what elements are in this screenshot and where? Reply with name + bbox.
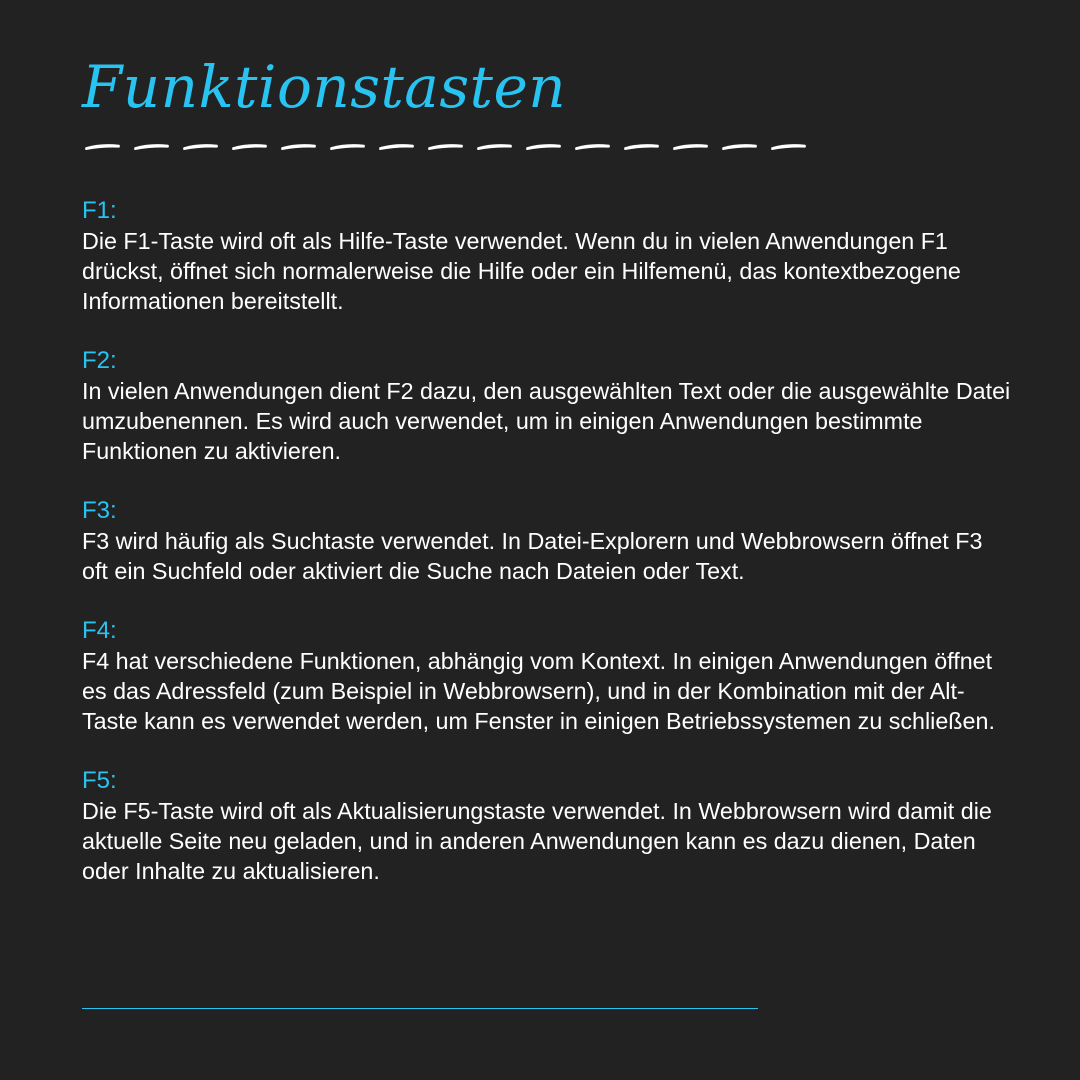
dash-segment <box>282 145 315 149</box>
dash-segment <box>233 145 266 149</box>
dash-segment <box>478 145 511 149</box>
dash-segment <box>429 145 462 149</box>
function-key-list <box>82 196 1012 916</box>
dash-segment <box>674 145 707 149</box>
key-description-f3: F3 wird häufig als Suchtaste verwendet. In Datei-Explorern und Webbrowsern öffnet F3 oft ein Suchfeld oder aktiviert die Suche nach Dateien oder Text. <box>82 528 983 584</box>
key-heading-f3: F3: <box>82 497 117 524</box>
dash-segment <box>772 145 805 149</box>
key-description-f2: In vielen Anwendungen dient F2 dazu, den ausgewählten Text oder die ausgewählte Datei umzubenennen. Es wird auch verwendet, um in einigen Anwendungen bestimmte Funktionen zu aktivieren. <box>82 378 1011 464</box>
key-heading-f5: F5: <box>82 767 117 794</box>
dash-segment <box>380 145 413 149</box>
key-heading-f4: F4: <box>82 617 117 644</box>
bottom-divider-line <box>82 1008 758 1009</box>
dash-segment <box>625 145 658 149</box>
dash-divider-graphic <box>84 141 814 151</box>
key-heading-f2: F2: <box>82 347 117 374</box>
key-description-f5: Die F5-Taste wird oft als Aktualisierungstaste verwendet. In Webbrowsern wird damit die aktuelle Seite neu geladen, und in anderen Anwendungen kann es dazu dienen, Daten oder Inhalte zu aktualisieren. <box>82 798 992 884</box>
section-f5 <box>82 766 1012 886</box>
dash-segment <box>86 145 119 149</box>
key-heading-f1: F1: <box>82 197 117 224</box>
key-description-f1: Die F1-Taste wird oft als Hilfe-Taste verwendet. Wenn du in vielen Anwendungen F1 drückst, öffnet sich normalerweise die Hilfe oder ein Hilfemenü, das kontextbezogene Informationen bereitstellt. <box>82 228 961 314</box>
dash-segment <box>527 145 560 149</box>
decorative-dash-divider <box>84 141 814 151</box>
dash-segment <box>723 145 756 149</box>
dash-segment <box>331 145 364 149</box>
section-f1 <box>82 196 1012 316</box>
dash-segment <box>184 145 217 149</box>
key-description-f4: F4 hat verschiedene Funktionen, abhängig vom Kontext. In einigen Anwendungen öffnet es das Adressfeld (zum Beispiel in Webbrowsern), und in der Kombination mit der Alt-Taste kann es verwendet werden, um Fenster in einigen Betriebssystemen zu schließen. <box>82 648 995 734</box>
page-title: Funktionstasten <box>82 53 567 121</box>
section-f3 <box>82 496 1012 586</box>
section-f2 <box>82 346 1012 466</box>
dash-segment <box>135 145 168 149</box>
section-f4 <box>82 616 1012 736</box>
dash-segment <box>576 145 609 149</box>
